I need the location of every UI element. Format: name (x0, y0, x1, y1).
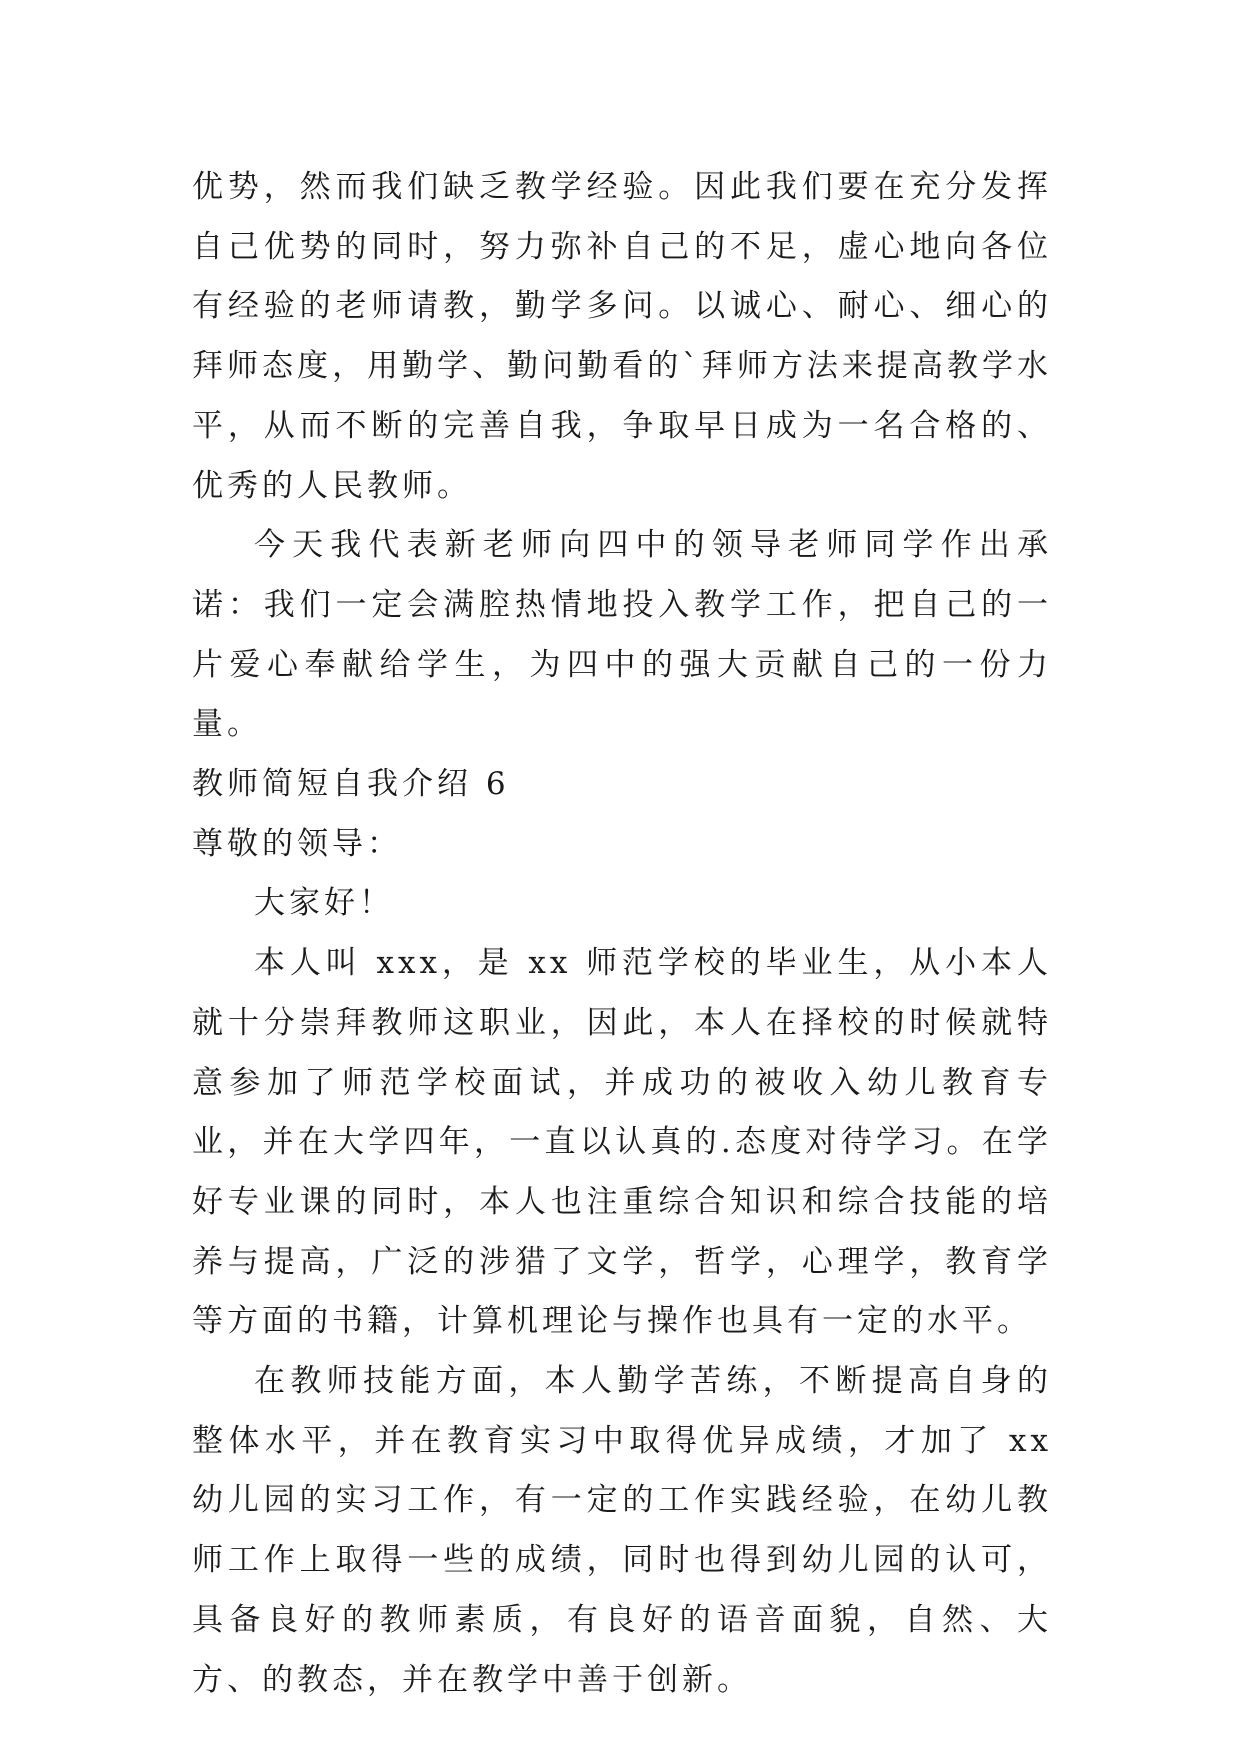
paragraph-promise: 今天我代表新老师向四中的领导老师同学作出承诺：我们一定会满腔热情地投入教学工作，把自己的一片爱心奉献给学生，为四中的强大贡献自己的一份力量。 (192, 527, 1052, 743)
paragraph-continuation: 优势，然而我们缺乏教学经验。因此我们要在充分发挥自己优势的同时，努力弥补自己的不足，虚心地向各位有经验的老师请教，勤学多问。以诚心、耐心、细心的拜师态度，用勤学、勤问勤看的`拜师方法来提高教学水平，从而不断的完善自我，争取早日成为一名合格的、优秀的人民教师。 (192, 169, 1052, 504)
section-heading: 教师简短自我介绍 6 (192, 766, 510, 803)
paragraph-introduction: 本人叫 xxx，是 xx 师范学校的毕业生，从小本人就十分崇拜教师这职业，因此，本人在择校的时候就特意参加了师范学校面试，并成功的被收入幼儿教育专业，并在大学四年，一直以认真的.态度对待学习。在学好专业课的同时，本人也注重综合知识和综合技能的培养与提高，广泛的涉猎了文学，哲学，心理学，教育学等方面的书籍，计算机理论与操作也具有一定的水平。 (192, 945, 1052, 1340)
greeting: 大家好！ (254, 885, 394, 922)
document-body (192, 158, 1052, 1710)
paragraph-teaching-skills: 在教师技能方面，本人勤学苦练，不断提高自身的整体水平，并在教育实习中取得优异成绩，才加了 xx 幼儿园的实习工作，有一定的工作实践经验，在幼儿教师工作上取得一些的成绩，同时也得到幼儿园的认可，具备良好的教师素质，有良好的语音面貌，自然、大方、的教态，并在教学中善于创新。 (192, 1363, 1052, 1698)
salutation: 尊敬的领导： (192, 825, 402, 862)
